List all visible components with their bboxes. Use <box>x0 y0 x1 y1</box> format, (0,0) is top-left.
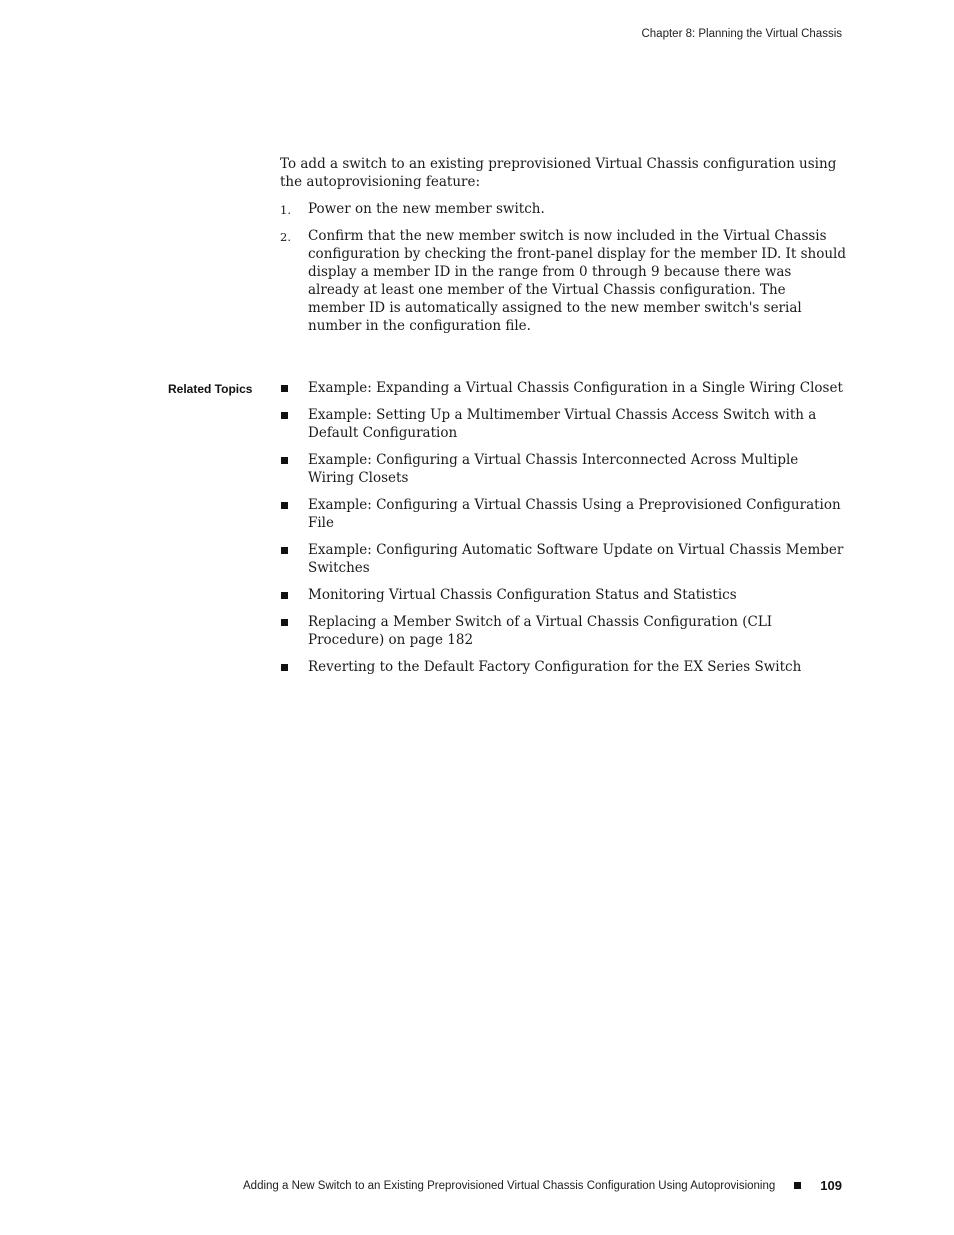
related-topic-link[interactable]: Example: Configuring Automatic Software Update on Virtual Chassis Member Switches <box>308 542 844 576</box>
intro-paragraph: To add a switch to an existing preprovisioned Virtual Chassis configuration using the autoprovisioning feature: <box>280 156 837 190</box>
square-bullet-icon <box>281 664 288 671</box>
related-topic-item[interactable] <box>280 496 846 532</box>
related-topics-list <box>280 379 846 685</box>
related-topic-item[interactable] <box>280 541 846 577</box>
step-number: 2. <box>280 230 291 244</box>
related-topic-link[interactable]: Example: Setting Up a Multimember Virtual Chassis Access Switch with a Default Configuration <box>308 407 817 441</box>
page-footer <box>243 1178 842 1193</box>
main-content <box>280 155 846 344</box>
running-header: Chapter 8: Planning the Virtual Chassis <box>641 28 842 40</box>
related-topics-label: Related Topics <box>168 382 253 396</box>
related-topic-link[interactable]: Example: Configuring a Virtual Chassis Using a Preprovisioned Configuration File <box>308 497 841 531</box>
page-number: 109 <box>820 1178 842 1193</box>
related-topic-item[interactable] <box>280 379 846 397</box>
footer-title: Adding a New Switch to an Existing Preprovisioned Virtual Chassis Configuration Using Autoprovisioning <box>243 1179 776 1192</box>
related-topic-link[interactable]: Replacing a Member Switch of a Virtual Chassis Configuration (CLI Procedure) on page 182 <box>308 614 773 648</box>
step-text: Power on the new member switch. <box>308 201 545 217</box>
step-item <box>280 227 846 335</box>
square-bullet-icon <box>281 502 288 509</box>
related-topic-link[interactable]: Example: Expanding a Virtual Chassis Configuration in a Single Wiring Closet <box>308 380 843 396</box>
related-topic-link[interactable]: Monitoring Virtual Chassis Configuration Status and Statistics <box>308 587 737 603</box>
related-topic-item[interactable] <box>280 613 846 649</box>
related-topic-item[interactable] <box>280 586 846 604</box>
related-topic-item[interactable] <box>280 658 846 676</box>
procedure-steps <box>280 200 846 335</box>
related-topic-item[interactable] <box>280 406 846 442</box>
square-bullet-icon <box>281 457 288 464</box>
step-number: 1. <box>280 203 291 217</box>
related-topic-item[interactable] <box>280 451 846 487</box>
square-bullet-icon <box>281 385 288 392</box>
square-bullet-icon <box>281 412 288 419</box>
step-item <box>280 200 846 218</box>
step-text: Confirm that the new member switch is now included in the Virtual Chassis configuration by checking the front-panel display for the member ID. It should display a member ID in the range from 0 through 9 because there was already at least one member of the Virtual Chassis configuration. The member ID is automatically assigned to the new member switch's serial number in the configuration file. <box>308 228 846 334</box>
related-topic-link[interactable]: Reverting to the Default Factory Configuration for the EX Series Switch <box>308 659 802 675</box>
related-topic-link[interactable]: Example: Configuring a Virtual Chassis Interconnected Across Multiple Wiring Closets <box>308 452 799 486</box>
square-bullet-icon <box>281 547 288 554</box>
square-bullet-icon <box>281 592 288 599</box>
square-bullet-icon <box>794 1182 801 1189</box>
square-bullet-icon <box>281 619 288 626</box>
